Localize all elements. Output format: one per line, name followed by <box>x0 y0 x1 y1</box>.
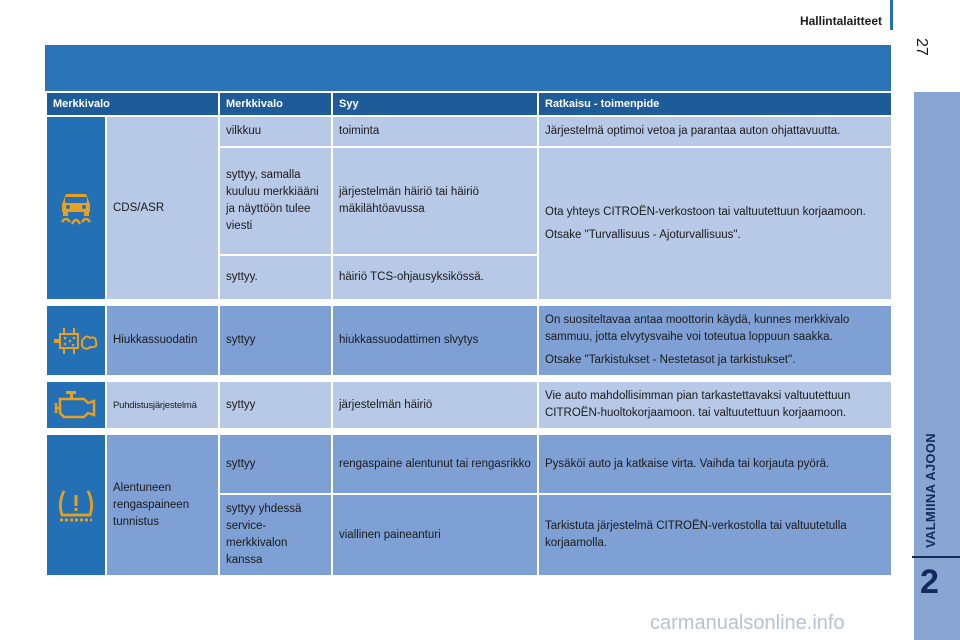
icon-cell <box>46 116 106 300</box>
header-cell-light: Merkkivalo <box>46 92 219 116</box>
light-solution: Pysäköi auto ja katkaise virta. Vaihda tai korjauta pyörä. <box>538 434 892 494</box>
watermark: carmanualsonline.info <box>650 612 845 634</box>
light-cause: toiminta <box>332 116 538 147</box>
chapter-number: 2 <box>920 563 939 601</box>
particle-filter-icon <box>47 324 105 358</box>
traction-control-icon <box>47 188 105 228</box>
icon-cell <box>46 434 106 576</box>
light-state: syttyy <box>219 434 332 494</box>
page-header-title: Hallintalaitteet <box>799 14 882 28</box>
light-cause: hiukkassuodattimen slvytys <box>332 305 538 376</box>
light-solution: Vie auto mahdollisimman pian tarkastettavaksi valtuutettuun CITROËN-huoltokorjaamoon. tai valtuutettuun korjaamoon. <box>538 381 892 429</box>
light-name: CDS/ASR <box>106 116 219 300</box>
light-cause: järjestelmän häiriö tai häiriö mäkilähtöavussa <box>332 147 538 255</box>
light-name: Puhdistusjärjestelmä <box>106 381 219 429</box>
tyre-pressure-icon <box>47 483 105 527</box>
light-solution: Tarkistuta järjestelmä CITROËN-verkostolla tai valtuutetulla korjaamolla. <box>538 494 892 576</box>
header-cell-light-state: Merkkivalo <box>219 92 332 116</box>
light-name: Alentuneen rengaspaineen tunnistus <box>106 434 219 576</box>
light-solution <box>538 305 892 376</box>
table-row <box>46 305 892 376</box>
light-state: syttyy. <box>219 255 332 300</box>
light-name: Hiukkassuodatin <box>106 305 219 376</box>
header-accent-line <box>890 0 893 30</box>
table-row <box>46 116 892 147</box>
solution-paragraph: Ota yhteys CITROËN-verkostoon tai valtuutettuun korjaamoon. <box>545 205 866 218</box>
warning-lights-table <box>45 91 893 577</box>
light-cause: viallinen paineanturi <box>332 494 538 576</box>
light-state: syttyy <box>219 305 332 376</box>
chapter-rule <box>912 556 960 558</box>
table-top-banner <box>45 45 891 91</box>
light-state: syttyy <box>219 381 332 429</box>
icon-cell <box>46 381 106 429</box>
solution-paragraph: Otsake "Tarkistukset - Nestetasot ja tarkistukset". <box>545 354 796 366</box>
light-cause: rengaspaine alentunut tai rengasrikko <box>332 434 538 494</box>
chapter-label: VALMIINA AJOON <box>923 433 938 548</box>
table-row <box>46 434 892 494</box>
solution-paragraph: On suositeltavaa antaa moottorin käydä, kunnes merkkivalo sammuu, jotta elvytysvaihe voi toteutua loppuun saakka. <box>545 314 850 343</box>
light-solution: Järjestelmä optimoi vetoa ja parantaa auton ohjattavuutta. <box>538 116 892 147</box>
table-row <box>46 381 892 429</box>
light-cause: järjestelmän häiriö <box>332 381 538 429</box>
solution-paragraph: Otsake "Turvallisuus - Ajoturvallisuus". <box>545 228 741 241</box>
light-solution <box>538 147 892 300</box>
table-header-row <box>46 92 892 116</box>
engine-icon <box>47 389 105 421</box>
icon-cell <box>46 305 106 376</box>
header-cell-cause: Syy <box>332 92 538 116</box>
light-state: syttyy yhdessä service-merkkivalon kanssa <box>219 494 332 576</box>
header-cell-solution: Ratkaisu - toimenpide <box>538 92 892 116</box>
light-cause: häiriö TCS-ohjausyksikössä. <box>332 255 538 300</box>
page-number: 27 <box>913 38 930 56</box>
light-state: syttyy, samalla kuuluu merkkiääni ja näyttöön tulee viesti <box>219 147 332 255</box>
light-state: vilkkuu <box>219 116 332 147</box>
